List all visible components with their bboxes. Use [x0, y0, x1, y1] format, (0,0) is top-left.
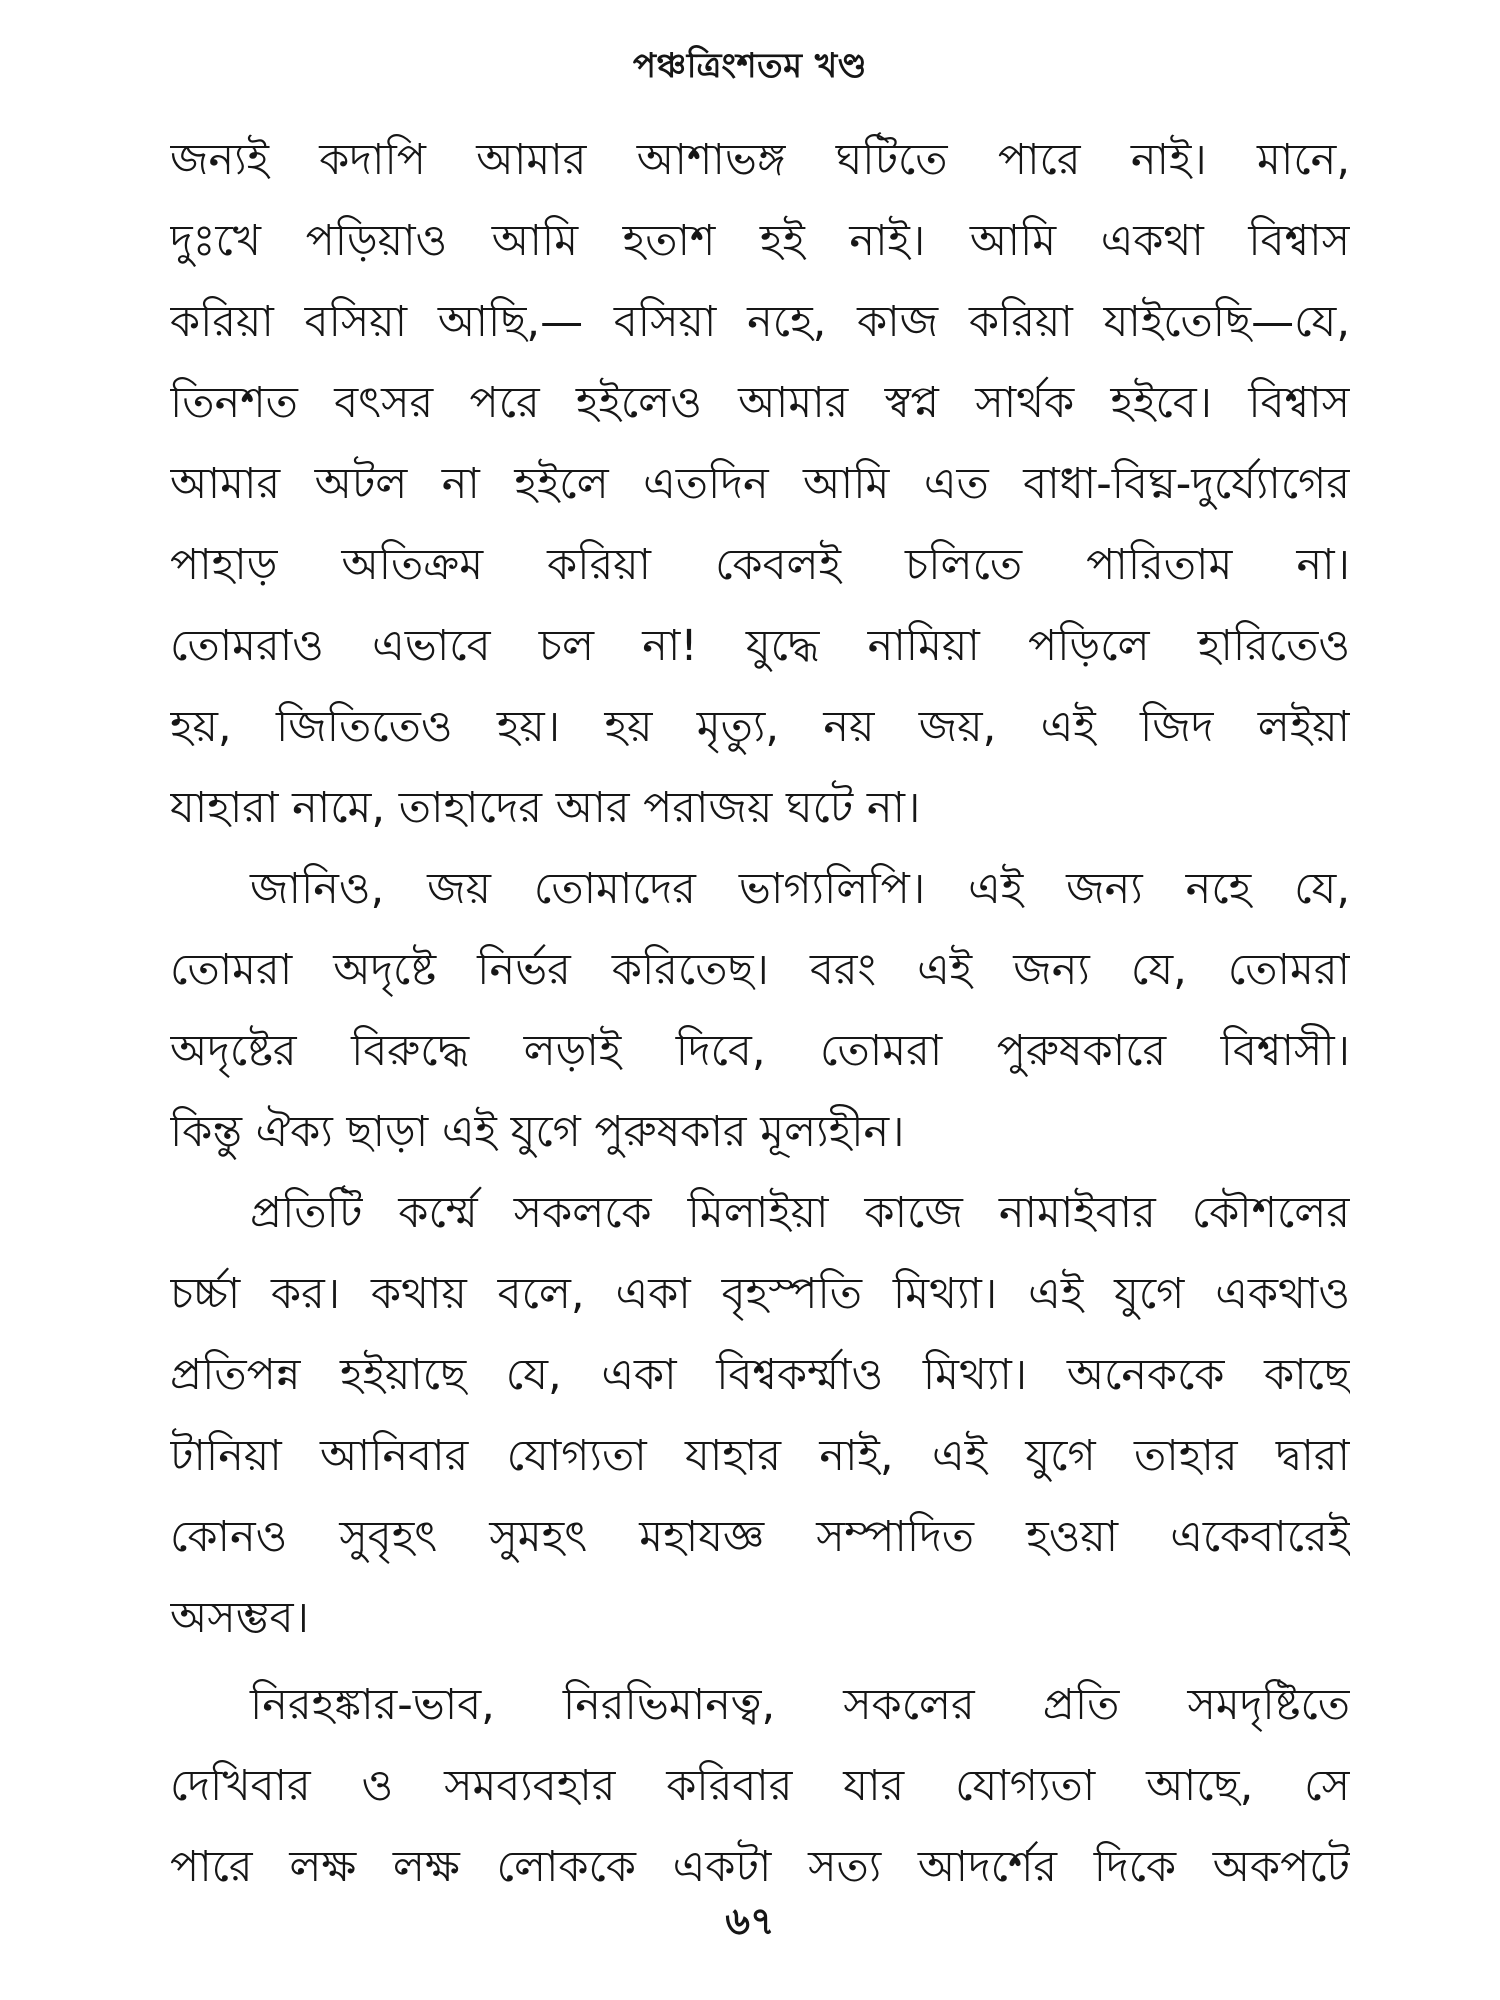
text-line: তোমরা অদৃষ্টে নির্ভর করিতেছ। বরং এই জন্য যে, তোমরা: [170, 945, 1350, 995]
text-line: জানিও, জয় তোমাদের ভাগ্যলিপি। এই জন্য নহে যে,: [250, 864, 1350, 914]
text-line: তিনশত বৎসর পরে হইলেও আমার স্বপ্ন সার্থক হইবে। বিশ্বাস: [170, 378, 1350, 428]
text-line: জন্যই কদাপি আমার আশাভঙ্গ ঘটিতে পারে নাই। মানে,: [170, 135, 1350, 185]
text-line: নিরহঙ্কার-ভাব, নিরভিমানত্ব, সকলের প্রতি সমদৃষ্টিতে: [250, 1680, 1350, 1730]
text-line: পাহাড় অতিক্রম করিয়া কেবলই চলিতে পারিতাম না।: [170, 540, 1350, 590]
text-line: টানিয়া আনিবার যোগ্যতা যাহার নাই, এই যুগে তাহার দ্বারা: [170, 1431, 1350, 1481]
body-text: [170, 120, 1350, 1908]
text-line: অসম্ভব।: [170, 1593, 309, 1643]
text-line: অদৃষ্টের বিরুদ্ধে লড়াই দিবে, তোমরা পুরুষকারে বিশ্বাসী।: [170, 1026, 1350, 1076]
text-line: চর্চ্চা কর। কথায় বলে, একা বৃহস্পতি মিথ্যা। এই যুগে একথাও: [170, 1269, 1350, 1319]
text-line: দুঃখে পড়িয়াও আমি হতাশ হই নাই। আমি একথা বিশ্বাস: [170, 216, 1350, 266]
text-line: আমার অটল না হইলে এতদিন আমি এত বাধা-বিঘ্ন-দুর্য্যোগের: [170, 459, 1350, 509]
text-line: প্রতিপন্ন হইয়াছে যে, একা বিশ্বকর্ম্মাও মিথ্যা। অনেককে কাছে: [170, 1350, 1350, 1400]
text-line: যাহারা নামে, তাহাদের আর পরাজয় ঘটে না।: [170, 783, 921, 833]
text-line: পারে লক্ষ লক্ষ লোককে একটা সত্য আদর্শের দিকে অকপটে: [170, 1842, 1350, 1892]
text-line: হয়, জিতিতেও হয়। হয় মৃত্যু, নয় জয়, এই জিদ লইয়া: [170, 702, 1350, 752]
text-line: প্রতিটি কর্ম্মে সকলকে মিলাইয়া কাজে নামাইবার কৌশলের: [250, 1188, 1350, 1238]
text-line: তোমরাও এভাবে চল না! যুদ্ধে নামিয়া পড়িলে হারিতেও: [170, 621, 1350, 671]
page-number: ৬৭: [725, 1899, 775, 1943]
text-line: কোনও সুবৃহৎ সুমহৎ মহাযজ্ঞ সম্পাদিত হওয়া একেবারেই: [170, 1512, 1350, 1562]
text-line: করিয়া বসিয়া আছি,— বসিয়া নহে, কাজ করিয়া যাইতেছি—যে,: [170, 297, 1350, 347]
running-head-title: পঞ্চত্রিংশতম খণ্ড: [632, 46, 868, 86]
text-line: দেখিবার ও সমব্যবহার করিবার যার যোগ্যতা আছে, সে: [170, 1761, 1350, 1811]
text-line: কিন্তু ঐক্য ছাড়া এই যুগে পুরুষকার মূল্যহীন।: [170, 1107, 905, 1157]
